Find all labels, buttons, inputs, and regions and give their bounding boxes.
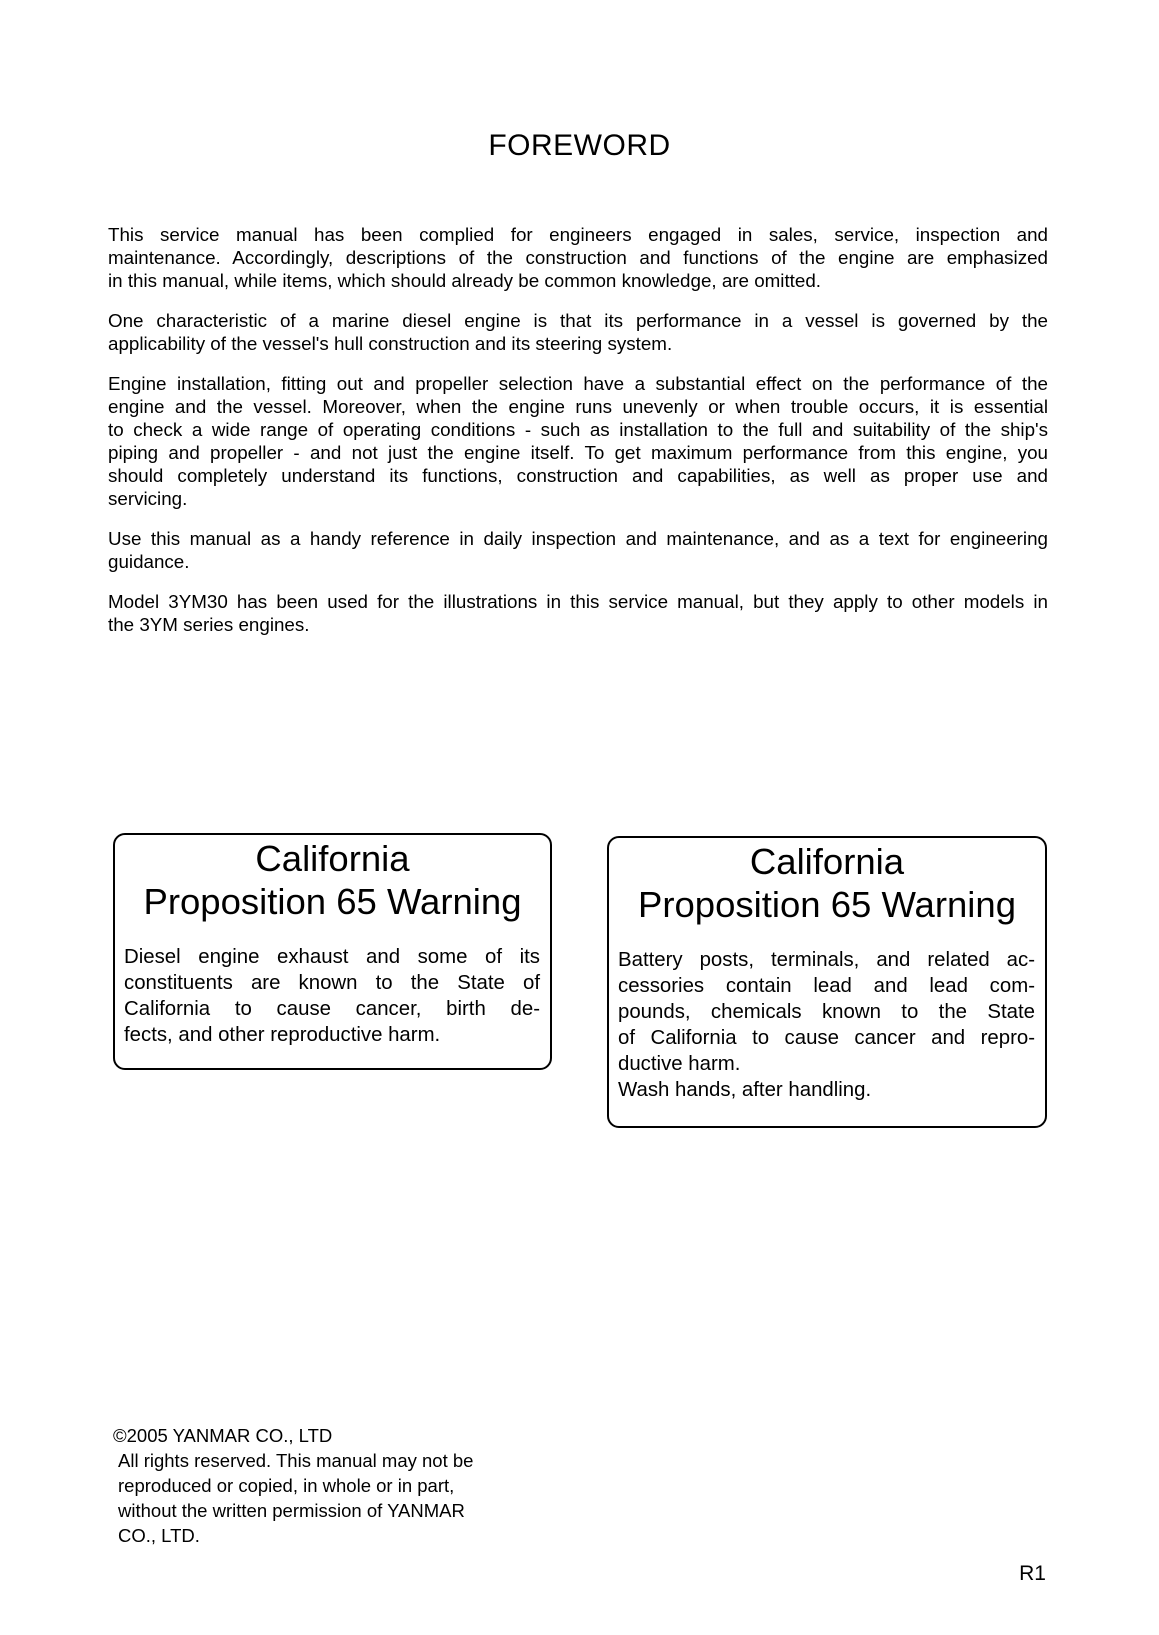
text-line: California bbox=[749, 841, 905, 882]
text-line: fects, and other reproductive harm. bbox=[124, 1024, 441, 1046]
text-line: engine and the vessel. Moreover, when the engine runs unevenly or when trouble occurs, it is essential bbox=[108, 396, 1048, 417]
text-line: in this manual, while items, which should already be common knowledge, are omitted. bbox=[108, 270, 821, 291]
text-line: Proposition 65 Warning bbox=[143, 881, 522, 922]
text-line: Diesel engine exhaust and some of its bbox=[124, 946, 540, 968]
text-line: Engine installation, fitting out and propeller selection have a substantial effect on the performance of the bbox=[108, 373, 1048, 394]
text-line: One characteristic of a marine diesel engine is that its performance in a vessel is governed by the bbox=[108, 310, 1048, 331]
page-revision-label: R1 bbox=[1019, 1562, 1046, 1585]
warning-box-title bbox=[609, 840, 1045, 926]
text-line: Proposition 65 Warning bbox=[637, 884, 1017, 925]
foreword-paragraphs bbox=[108, 223, 1048, 653]
paragraph bbox=[108, 590, 1048, 636]
text-line: applicability of the vessel's hull construction and its steering system. bbox=[108, 333, 673, 354]
paragraph bbox=[108, 223, 1048, 292]
text-line: CO., LTD. bbox=[118, 1525, 200, 1546]
warning-box-body bbox=[609, 947, 1045, 1103]
warning-box-title bbox=[115, 837, 550, 923]
text-line: This service manual has been complied for engineers engaged in sales, service, inspection and bbox=[108, 224, 1048, 245]
prop65-warning-box-diesel bbox=[113, 833, 552, 1070]
text-line: pounds, chemicals known to the State bbox=[618, 1001, 1035, 1023]
text-line: Battery posts, terminals, and related ac- bbox=[618, 949, 1035, 971]
text-line: California to cause cancer, birth de- bbox=[124, 998, 540, 1020]
paragraph bbox=[108, 372, 1048, 510]
text-line: cessories contain lead and lead com- bbox=[618, 975, 1035, 997]
text-line: guidance. bbox=[108, 551, 190, 572]
text-line: maintenance. Accordingly, descriptions of the construction and functions of the engine are emphasized bbox=[108, 247, 1048, 268]
text-line: Wash hands, after handling. bbox=[618, 1079, 872, 1101]
paragraph bbox=[108, 527, 1048, 573]
text-line: Model 3YM30 has been used for the illustrations in this service manual, but they apply to other models in bbox=[108, 591, 1048, 612]
paragraph bbox=[108, 309, 1048, 355]
text-line: California bbox=[255, 838, 410, 879]
text-line: Use this manual as a handy reference in daily inspection and maintenance, and as a text for engineering bbox=[108, 528, 1048, 549]
text-line: reproduced or copied, in whole or in part, bbox=[118, 1475, 455, 1496]
text-line: without the written permission of YANMAR bbox=[118, 1500, 465, 1521]
text-line: of California to cause cancer and repro- bbox=[618, 1027, 1035, 1049]
prop65-warning-box-battery bbox=[607, 836, 1047, 1128]
text-line: ductive harm. bbox=[618, 1053, 741, 1075]
text-line: All rights reserved. This manual may not be bbox=[118, 1450, 474, 1471]
copyright-notice bbox=[113, 1423, 473, 1548]
text-line: constituents are known to the State of bbox=[124, 972, 540, 994]
text-line: to check a wide range of operating conditions - such as installation to the full and suitability of the ship's bbox=[108, 419, 1048, 440]
text-line: servicing. bbox=[108, 488, 188, 509]
text-line: piping and propeller - and not just the engine itself. To get maximum performance from this engine, you bbox=[108, 442, 1048, 463]
warning-box-body bbox=[115, 944, 550, 1048]
text-line: ©2005 YANMAR CO., LTD bbox=[113, 1425, 333, 1446]
text-line: should completely understand its functions, construction and capabilities, as well as proper use and bbox=[108, 465, 1048, 486]
text-line: the 3YM series engines. bbox=[108, 614, 310, 635]
page-title: FOREWORD bbox=[488, 129, 671, 162]
